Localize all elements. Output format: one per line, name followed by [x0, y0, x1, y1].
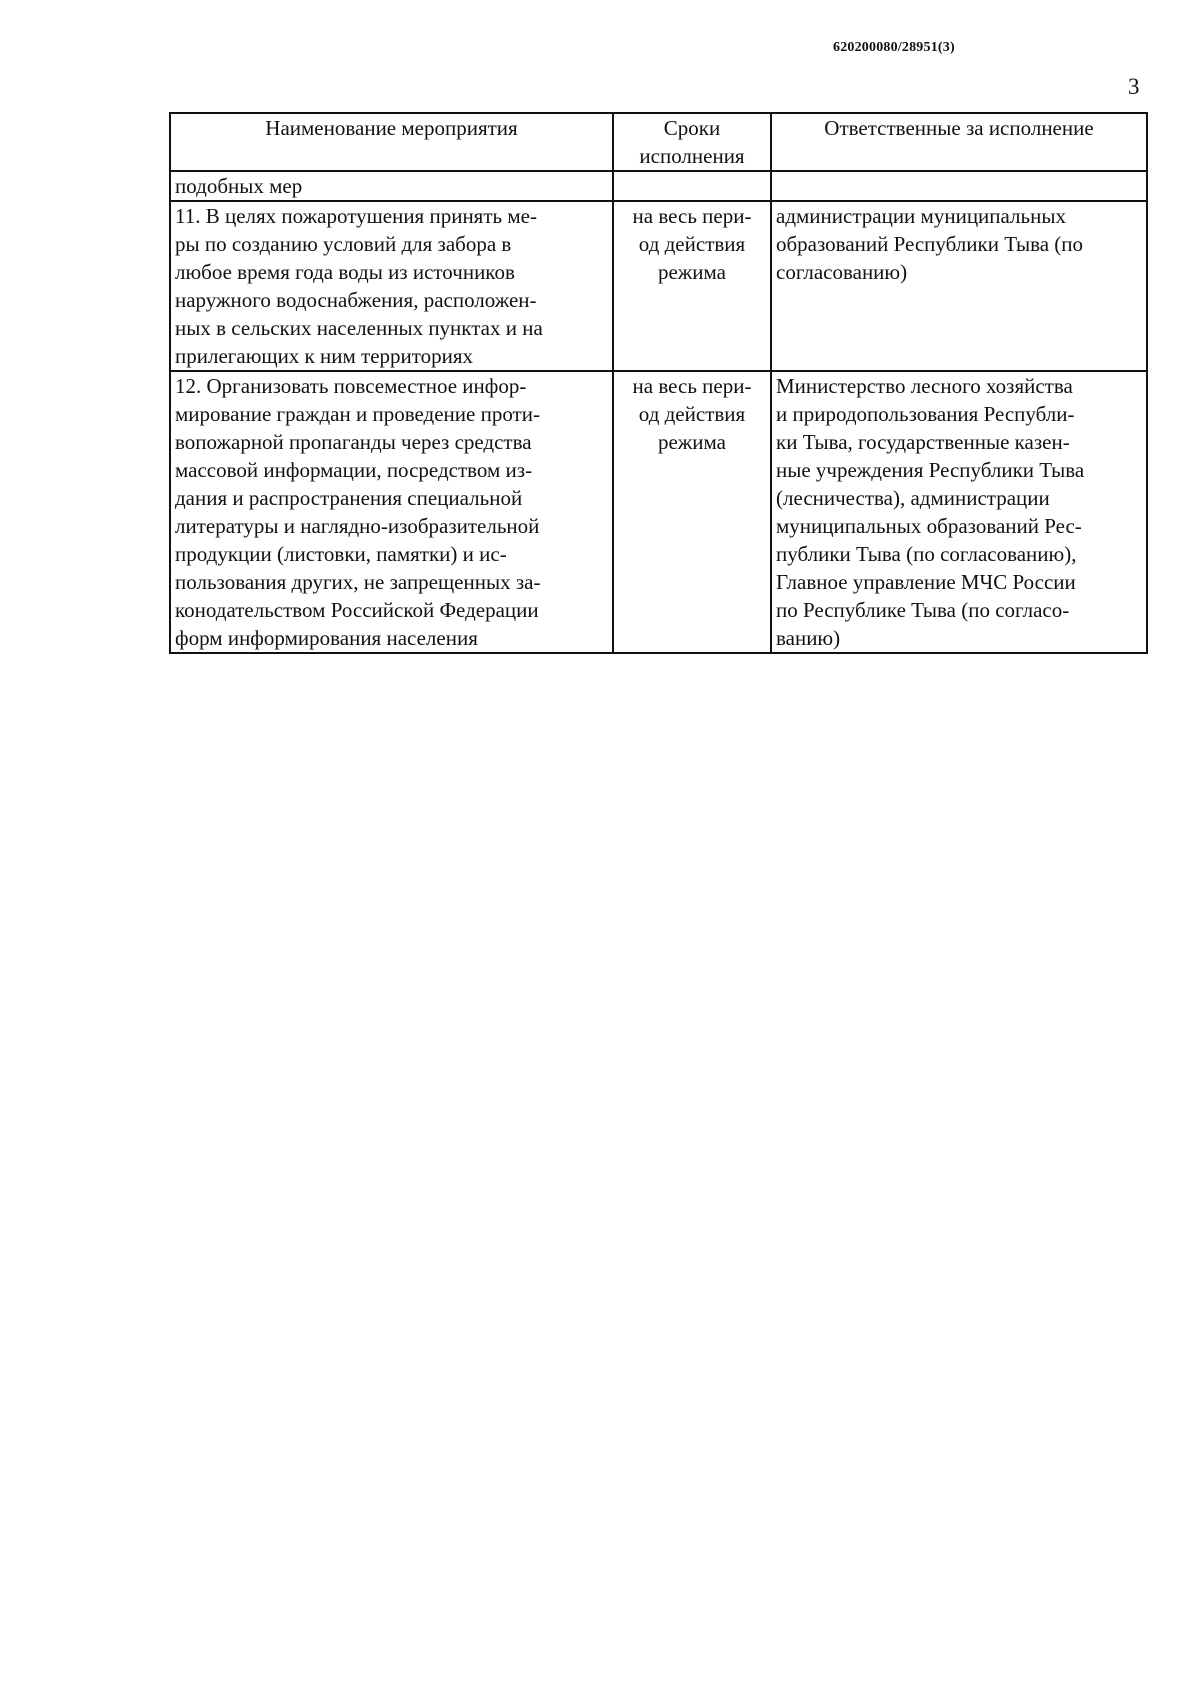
deadline-line: на весь пери-	[632, 204, 752, 228]
measure-name-line: массовой информации, посредством из-	[175, 458, 533, 482]
deadline-cell	[613, 371, 771, 653]
page-number: 3	[1128, 74, 1140, 99]
responsible-line: Министерство лесного хозяйства	[776, 374, 1073, 398]
column-header-term	[613, 113, 771, 171]
responsible-line: ки Тыва, государственные казен-	[776, 430, 1070, 454]
deadline-line: од действия	[638, 232, 746, 256]
measure-name-line: литературы и наглядно-изобразительной	[175, 514, 540, 538]
measure-name-cell	[170, 201, 613, 371]
responsible-line: (лесничества), администрации	[776, 486, 1050, 510]
responsible-line: образований Республики Тыва (по	[776, 232, 1084, 256]
responsible-cell	[771, 371, 1147, 653]
table-row	[170, 201, 1147, 371]
column-header-name: Наименование мероприятия	[170, 113, 613, 171]
measure-name-line: пользования других, не запрещенных за-	[175, 570, 541, 594]
measure-name-line: мирование граждан и проведение проти-	[175, 402, 540, 426]
measure-name-line: дания и распространения специальной	[175, 486, 523, 510]
responsible-line: Главное управление МЧС России	[776, 570, 1076, 594]
responsible-line: ные учреждения Республики Тыва	[776, 458, 1085, 482]
measure-name-line: наружного водоснабжения, расположен-	[175, 288, 537, 312]
table-row	[170, 171, 1147, 201]
measure-name-line: ных в сельских населенных пунктах и на	[175, 316, 543, 340]
measure-name-line: подобных мер	[175, 174, 303, 198]
deadline-cell	[613, 201, 771, 371]
measure-name-line: 12. Организовать повсеместное инфор-	[175, 374, 527, 398]
responsible-line: муниципальных образований Рес-	[776, 514, 1082, 538]
responsible-line: ванию)	[776, 626, 841, 650]
measure-name-cell	[170, 171, 613, 201]
table-row	[170, 371, 1147, 653]
measure-name-line: прилегающих к ним территориях	[175, 344, 474, 368]
table-body	[170, 171, 1147, 653]
document-id: 620200080/28951(3)	[833, 40, 955, 55]
measure-name-line: продукции (листовки, памятки) и ис-	[175, 542, 507, 566]
measures-table	[169, 112, 1148, 654]
measure-name-line: вопожарной пропаганды через средства	[175, 430, 532, 454]
deadline-line: на весь пери-	[632, 374, 752, 398]
responsible-cell	[771, 201, 1147, 371]
measure-name-line: ры по созданию условий для забора в	[175, 232, 512, 256]
responsible-line: администрации муниципальных	[776, 204, 1066, 228]
measure-name-cell	[170, 371, 613, 653]
column-header-term-line2: исполнения	[639, 144, 745, 168]
measure-name-line: форм информирования населения	[175, 626, 478, 650]
responsible-line: публики Тыва (по согласованию),	[776, 542, 1077, 566]
measure-name-line: конодательством Российской Федерации	[175, 598, 539, 622]
measure-name-line: 11. В целях пожаротушения принять ме-	[175, 204, 537, 228]
deadline-line: режима	[657, 430, 727, 454]
table-header-row	[170, 113, 1147, 171]
responsible-cell	[771, 171, 1147, 201]
responsible-line: и природопользования Республи-	[776, 402, 1075, 426]
responsible-line: согласованию)	[776, 260, 908, 284]
column-header-responsible: Ответственные за исполнение	[771, 113, 1147, 171]
deadline-line: режима	[657, 260, 727, 284]
deadline-cell	[613, 171, 771, 201]
measure-name-line: любое время года воды из источников	[175, 260, 515, 284]
column-header-term-line1: Сроки	[663, 116, 721, 140]
deadline-line: од действия	[638, 402, 746, 426]
responsible-line: по Республике Тыва (по согласо-	[776, 598, 1070, 622]
